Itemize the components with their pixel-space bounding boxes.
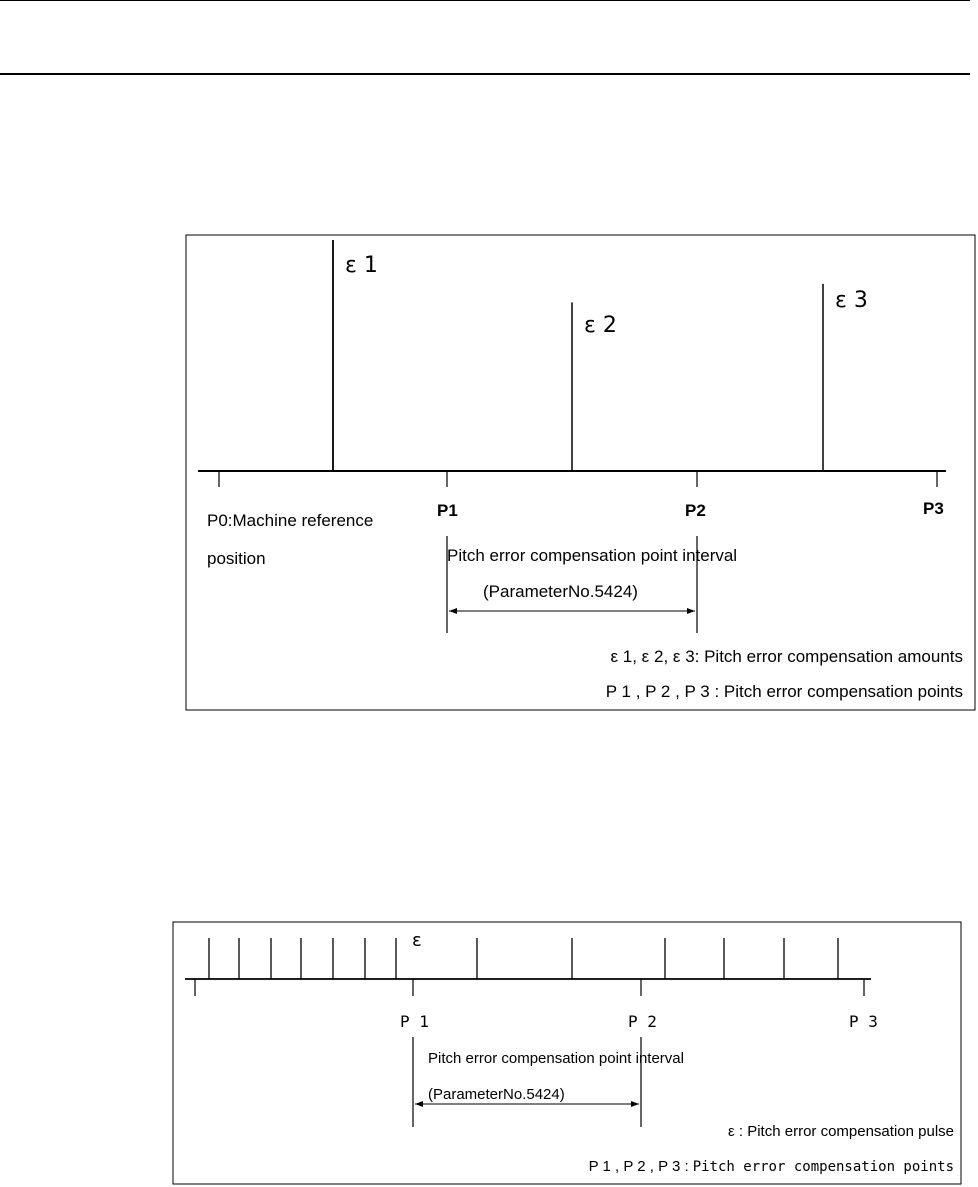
legend-points [589, 1158, 954, 1175]
pulse-label-epsilon-3: ε 3 [835, 288, 868, 313]
legend-amounts: ε 1, ε 2, ε 3: Pitch error compensation amounts [610, 647, 963, 666]
point-label-p2: P2 [685, 501, 706, 520]
p0-label-cont: position [207, 549, 266, 568]
point-label-p1: P1 [437, 501, 458, 520]
parameter-label: (ParameterNo.5424) [428, 1086, 565, 1103]
point-label-p2: P 2 [628, 1012, 657, 1031]
point-label-p3: P 3 [849, 1012, 878, 1031]
p0-label: P0:Machine reference [207, 511, 374, 530]
point-label-p3: P3 [923, 499, 944, 518]
pulse-label-epsilon-1: ε 1 [345, 253, 378, 278]
legend-points-suffix: Pitch error compensation points [692, 1159, 954, 1175]
figure-compensation-amounts [186, 235, 975, 710]
legend-points-prefix: P 1 , P 2 , P 3 : [588, 1158, 689, 1175]
parameter-label: (ParameterNo.5424) [483, 582, 638, 601]
pulse-label-epsilon-2: ε 2 [584, 313, 617, 338]
point-label-p1: P 1 [400, 1012, 429, 1031]
legend-pulse: ε : Pitch error compensation pulse [728, 1123, 954, 1140]
pulse-train [209, 938, 838, 979]
figure-compensation-pulses [173, 922, 961, 1184]
legend-points: P 1 , P 2 , P 3 : Pitch error compensation points [605, 682, 963, 701]
interval-label: Pitch error compensation point interval [428, 1050, 684, 1067]
pulse-label-epsilon: ε [412, 930, 422, 951]
interval-label: Pitch error compensation point interval [447, 546, 738, 565]
